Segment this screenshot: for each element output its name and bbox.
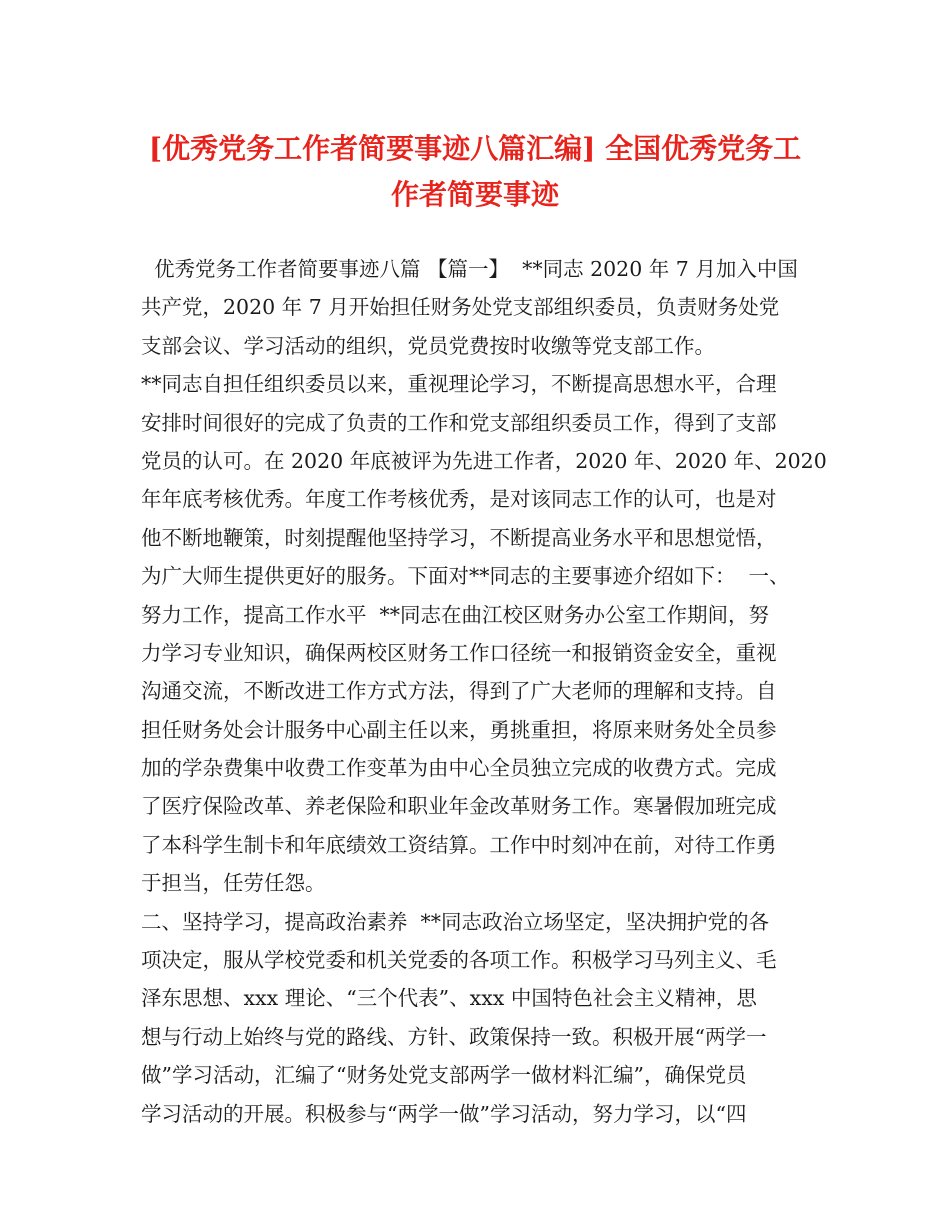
body-line: 想与行动上始终与党的路线、方针、政策保持一致。积极开展“两学一: [141, 1024, 767, 1049]
document-title-line-1: [优秀党务工作者简要事迹八篇汇编] 全国优秀党务工: [148, 132, 802, 165]
body-line: 安排时间很好的完成了负责的工作和党支部组织委员工作，得到了支部: [141, 410, 777, 435]
body-line: 党员的认可。在 2020 年底被评为先进工作者，2020 年、2020 年、2020: [141, 448, 827, 473]
body-line: 于担当，任劳任怨。: [141, 871, 326, 896]
body-line: 担任财务处会计服务中心副主任以来，勇挑重担，将原来财务处全员参: [141, 717, 777, 742]
body-line: 努力工作，提高工作水平 **同志在曲江校区财务办公室工作期间，努: [141, 602, 770, 627]
body-line: 加的学杂费集中收费工作变革为由中心全员独立完成的收费方式。完成: [141, 756, 777, 781]
body-line: 了医疗保险改革、养老保险和职业年金改革财务工作。寒暑假加班完成: [141, 794, 777, 819]
body-line: 了本科学生制卡和年底绩效工资结算。工作中时刻冲在前，对待工作勇: [141, 832, 777, 857]
body-line: 二、坚持学习，提高政治素养 **同志政治立场坚定，坚决拥护党的各: [141, 909, 770, 934]
body-line: 沟通交流，不断改进工作方式方法，得到了广大老师的理解和支持。自: [141, 679, 777, 704]
body-line: 优秀党务工作者简要事迹八篇 【篇一】 **同志 2020 年 7 月加入中国: [141, 257, 798, 281]
body-line: 支部会议、学习活动的组织，党员党费按时收缴等党支部工作。: [141, 333, 715, 358]
body-line: 他不断地鞭策，时刻提醒他坚持学习，不断提高业务水平和思想觉悟，: [141, 525, 777, 550]
body-line: 为广大师生提供更好的服务。下面对**同志的主要事迹介绍如下： 一、: [141, 564, 790, 589]
body-line: **同志自担任组织委员以来，重视理论学习，不断提高思想水平，合理: [141, 372, 777, 397]
body-line: 泽东思想、xxx 理论、“三个代表”、xxx 中国特色社会主义精神，思: [141, 986, 757, 1011]
body-line: 力学习专业知识，确保两校区财务工作口径统一和报销资金安全，重视: [141, 640, 777, 665]
document-title-line-2: 作者简要事迹: [390, 178, 559, 211]
body-line: 学习活动的开展。积极参与“两学一做”学习活动，努力学习，以“四: [141, 1101, 747, 1126]
body-line: 项决定，服从学校党委和机关党委的各项工作。积极学习马列主义、毛: [141, 948, 777, 973]
body-line: 做”学习活动，汇编了“财务处党支部两学一做材料汇编”，确保党员: [141, 1063, 747, 1088]
body-line: 共产党，2020 年 7 月开始担任财务处党支部组织委员，负责财务处党: [141, 295, 780, 320]
body-line: 年年底考核优秀。年度工作考核优秀，是对该同志工作的认可，也是对: [141, 487, 777, 512]
document-body: [141, 250, 827, 1133]
